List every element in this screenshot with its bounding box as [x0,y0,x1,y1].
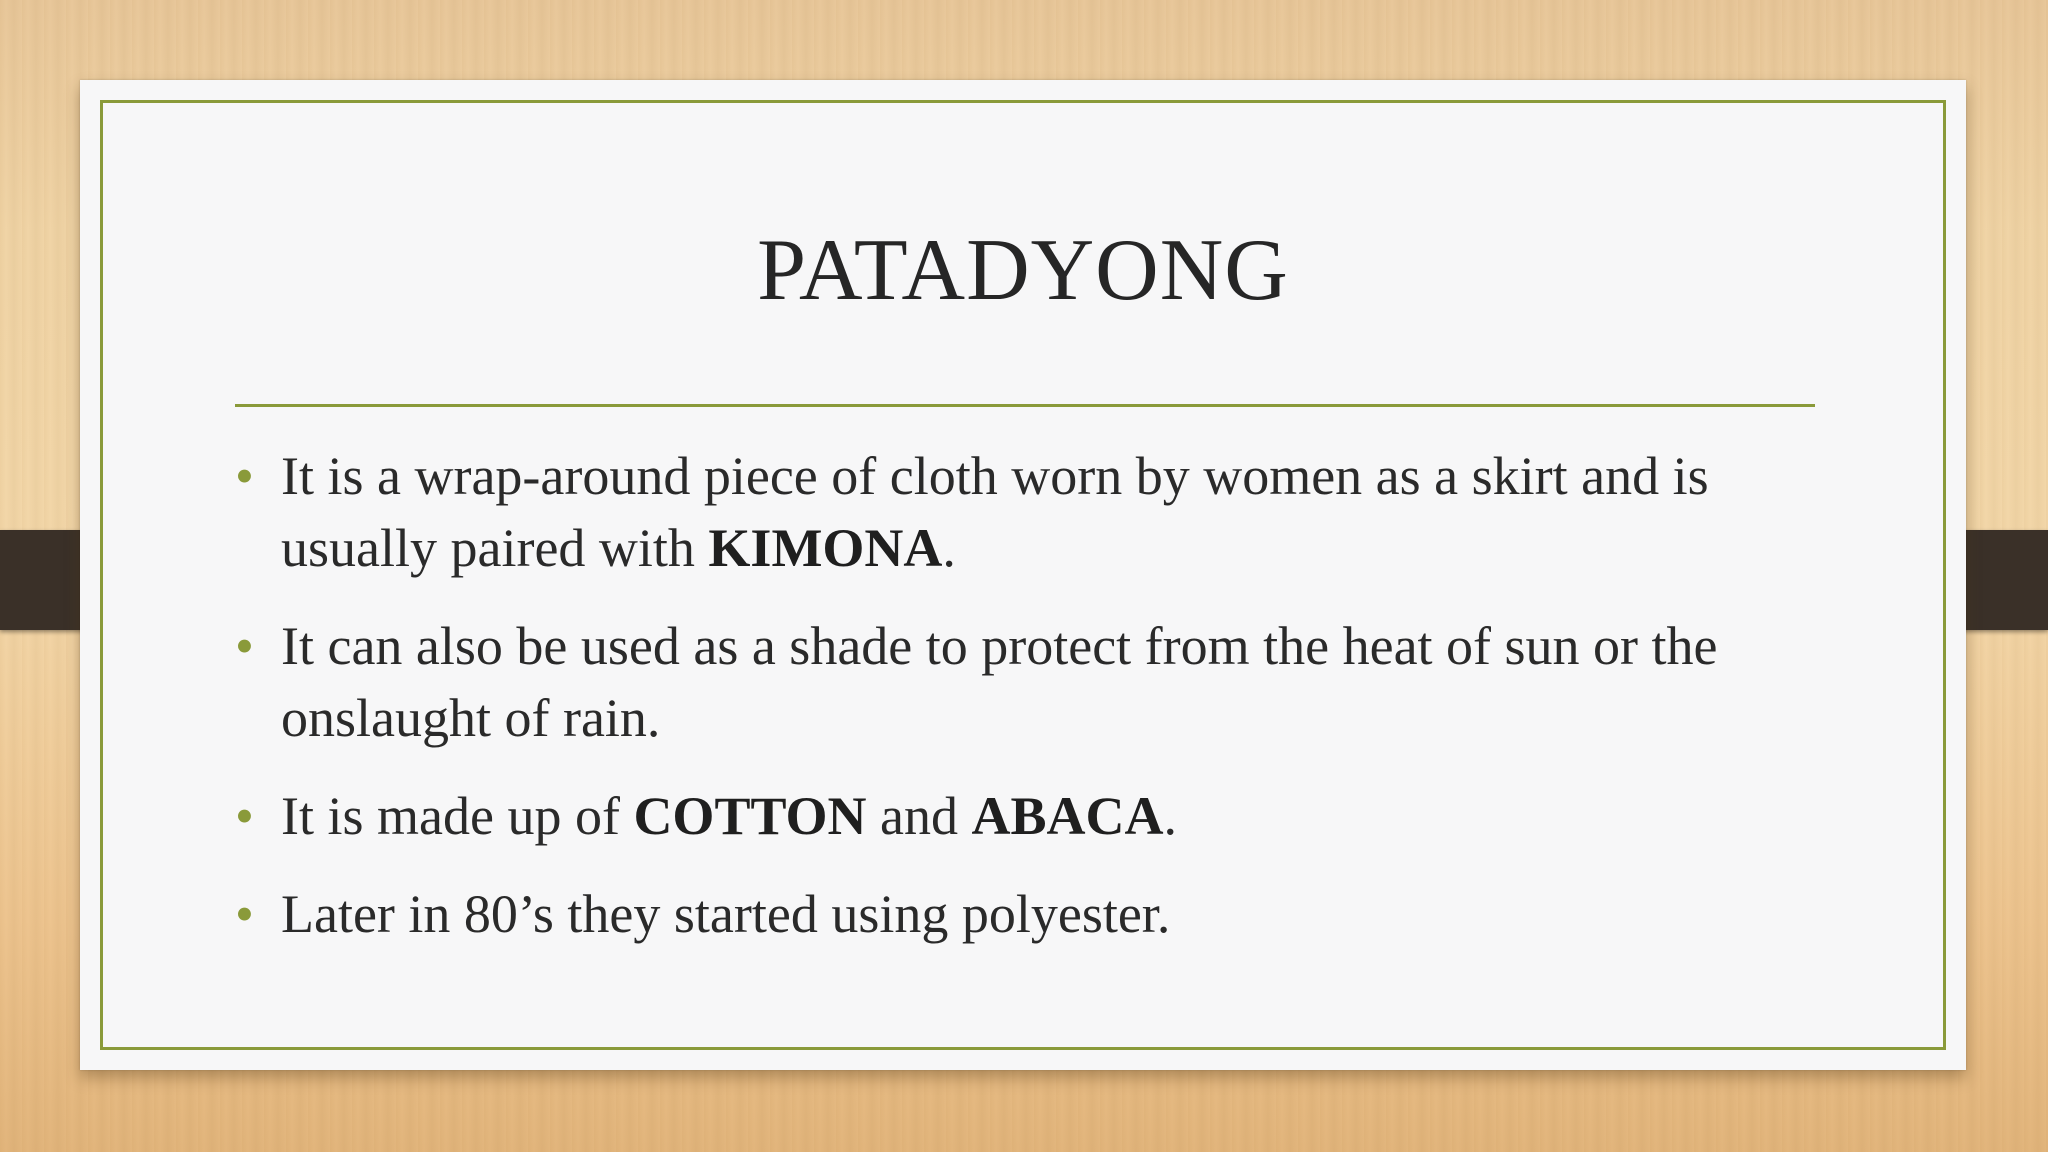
bullet-text: . [942,518,956,578]
bullet-text: and [866,786,972,846]
bullet-item-wrap-around [235,440,1835,584]
title-divider [235,404,1815,407]
bullet-dot-icon: • [235,446,254,506]
bullet-bold-abaca: ABACA [971,786,1164,846]
bullet-item-polyester [235,878,1835,950]
bullet-dot-icon: • [235,786,254,846]
bullet-dot-icon: • [235,884,254,944]
bullet-text: It is made up of [281,786,634,846]
slide-card [80,80,1966,1070]
bullet-item-materials [235,780,1835,852]
slide-title: PATADYONG [757,222,1289,319]
bullet-dot-icon: • [235,616,254,676]
bullet-text: It is a wrap-around piece of cloth worn by women as a skirt and is usually paired with [281,446,1709,578]
bullet-bold-cotton: COTTON [633,786,867,846]
bullet-bold-kimona: KIMONA [708,518,943,578]
bullet-text: Later in 80’s they started using polyester. [281,884,1171,944]
bullet-text: It can also be used as a shade to protect from the heat of sun or the onslaught of rain. [281,616,1718,748]
bullet-list [235,440,1835,976]
bullet-text: . [1163,786,1177,846]
bullet-item-shade [235,610,1835,754]
